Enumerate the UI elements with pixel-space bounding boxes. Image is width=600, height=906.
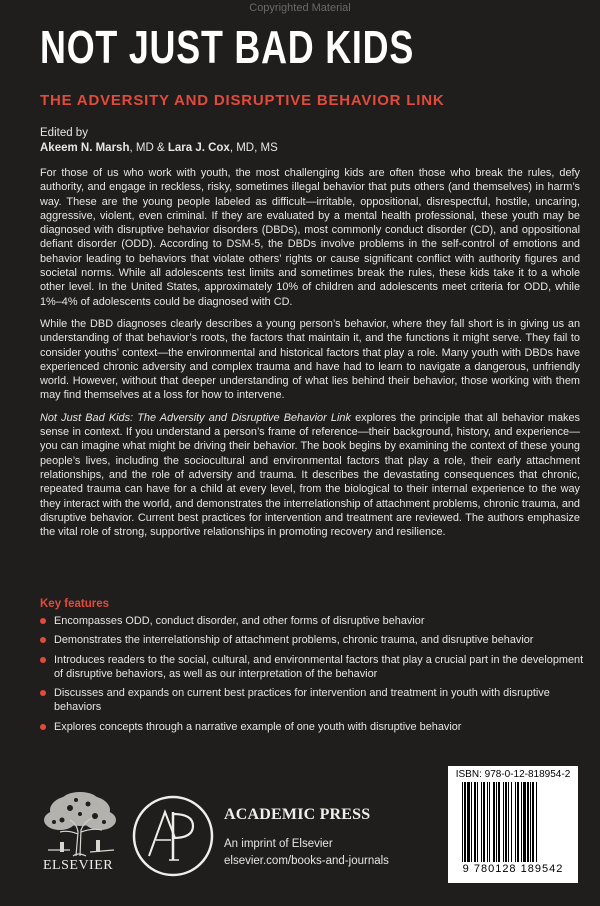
imprint-text: An imprint of Elsevier (224, 838, 333, 850)
editors-block (40, 126, 278, 156)
barcode-number: 9 780128 189542 (462, 863, 564, 875)
bullet-icon (40, 618, 46, 624)
barcode-icon (462, 782, 564, 862)
publisher-name: ACADEMIC PRESS (224, 806, 371, 823)
key-feature-text: Encompasses ODD, conduct disorder, and other forms of disruptive behavior (54, 615, 425, 627)
editor-credentials-1: , MD & (129, 142, 168, 154)
editors-line (40, 141, 278, 156)
key-feature-text: Introduces readers to the social, cultural, and environmental factors that play a crucial part in the development of disruptive behaviors, as well as our interpretation of the behavior (54, 653, 584, 680)
book-subtitle: THE ADVERSITY AND DISRUPTIVE BEHAVIOR LINK (40, 92, 445, 109)
isbn-text: ISBN: 978-0-12-818954-2 (455, 769, 571, 780)
key-feature-item (40, 720, 585, 734)
academic-press-ap-logo-icon (131, 794, 215, 883)
key-feature-item (40, 633, 585, 647)
key-feature-item (40, 686, 585, 715)
bullet-icon (40, 657, 46, 663)
book-title: NOT JUST BAD KIDS (40, 21, 415, 73)
editor-name-2: Lara J. Cox (167, 142, 230, 154)
bullet-icon (40, 637, 46, 643)
description-paragraph-1: For those of us who work with youth, the most challenging kids are often those who break the rules, defy authority, and engage in reckless, risky, sometimes illegal behavior that puts others (and themselves) in harm’s way. These are the young people labeled as difficult—irritable, oppositional, disrespectful, hostile, uncaring, aggressive, violent, even criminal. If they are evaluated by a mental health professional, these youth may be diagnosed with disruptive behavior disorders (DBDs), most commonly conduct disorder (CD), and oppositional defiant disorder (ODD). According to DSM-5, the DBDs involve problems in the self-control of emotions and behavior leading to behaviors that violate others’ rights or cause significant conflict with authority figures and societal norms. While all adolescents test limits and sometimes break the rules, these kids take it to a whole other level. In the United States, approximately 10% of children and adolescents meet criteria for ODD, while 1%–4% of adolescents could be diagnosed with CD. (40, 167, 580, 308)
key-features-list (40, 614, 585, 739)
elsevier-tree-logo-icon (40, 790, 120, 863)
copyright-watermark: Copyrighted Material (249, 2, 351, 14)
editor-name-1: Akeem N. Marsh (40, 142, 130, 154)
bullet-icon (40, 690, 46, 696)
key-feature-item (40, 614, 585, 628)
key-feature-text: Demonstrates the interrelationship of attachment problems, chronic trauma, and disruptive behavior (54, 634, 534, 647)
edited-by-label: Edited by (40, 127, 88, 139)
key-feature-item (40, 653, 585, 682)
description (40, 166, 580, 547)
key-features-heading: Key features (40, 598, 110, 610)
publisher-url: elsevier.com/books-and-journals (224, 855, 389, 867)
key-feature-text: Discusses and expands on current best practices for intervention and treatment in youth with disruptive behaviors (54, 687, 550, 714)
bullet-icon (40, 724, 46, 730)
editor-credentials-2: , MD, MS (229, 142, 278, 154)
elsevier-label: ELSEVIER (43, 858, 114, 873)
paragraph-3-text: explores the principle that all behavior makes sense in context. If you understand a person’s frame of reference—their background, history, and experience—you can imagine what might be driving their behavior. The book begins by examining the context of these young people’s lives, including the sociocultural and environmental factors that play a role, their early attachment relationships, and the role of adversity and trauma. It describes the devastating consequences that chronic, repeated trauma can have for a child at every level, from the biological to their internal experience to the way they interact with the world, and demonstrates the interrelationship of attachment problems, chronic trauma, and disruptive behavior. Current best practices for intervention and treatment are reviewed. The authors emphasize the vital role of strong, supportive relationships in promoting recovery and resilience. (40, 411, 580, 539)
barcode-box (448, 766, 578, 883)
key-feature-text: Explores concepts through a narrative example of one youth with disruptive behavior (54, 720, 462, 733)
description-paragraph-3 (40, 411, 580, 540)
description-paragraph-2: While the DBD diagnoses clearly describes a young person’s behavior, where they fall short is in giving us an understanding of that behavior’s roots, the factors that maintain it, and the functions it might serve. They fail to consider youths’ context—the environmental and historical factors that play a role. Many youth with DBDs have experienced chronic adversity and complex trauma and have had to learn to navigate a dangerous, unfriendly world. However, without that deeper understanding of what lies behind their behavior, those working with them may find themselves at a loss for how to intervene. (40, 317, 580, 402)
book-title-italic: Not Just Bad Kids: The Adversity and Disruptive Behavior Link (40, 411, 351, 424)
